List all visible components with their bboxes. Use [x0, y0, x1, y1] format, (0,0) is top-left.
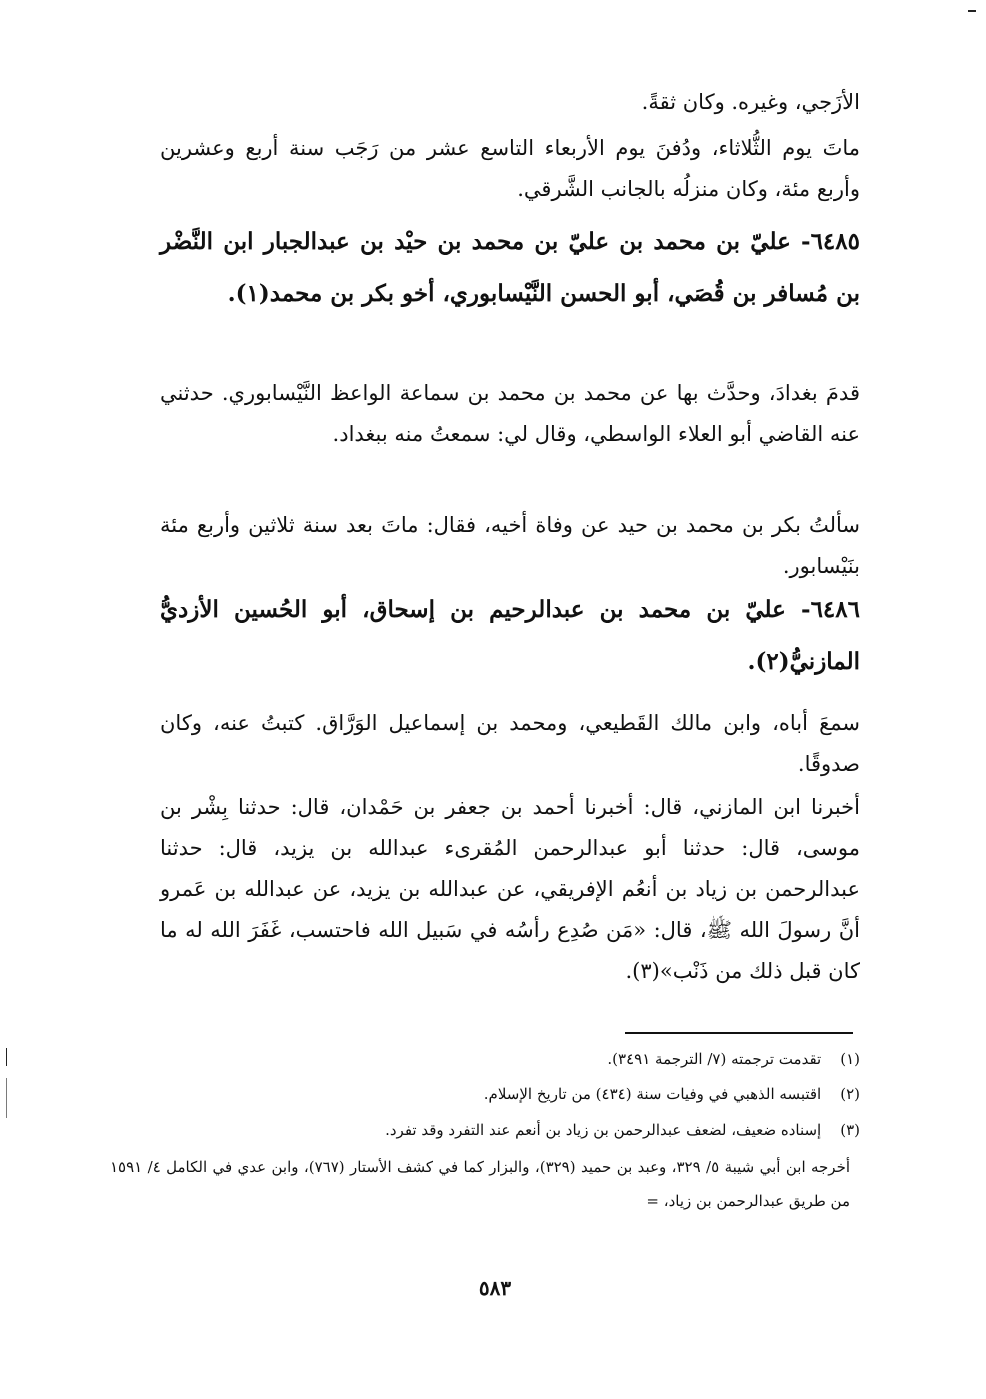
paragraph-bio-6486: سمعَ أباه، وابن مالك القَطيعي، ومحمد بن إسماعيل الوَرَّاق. كتبتُ عنه، وكان صدوقًا.	[160, 711, 860, 776]
paragraph-continuation: الأزَجي، وغيره. وكان ثقةً.	[641, 90, 860, 114]
footnote-3-continuation: أخرجه ابن أبي شيبة ٥/ ٣٢٩، وعبد بن حميد (٣٢٩)، والبزار كما في كشف الأستار (٧٦٧)، وابن عدي في الكامل ٤/ ١٥٩١ من طريق عبدالرحمن بن زياد، =	[110, 1158, 851, 1210]
scan-mark-top-right	[968, 10, 976, 12]
paragraph-bio-6485: قدمَ بغدادَ، وحدَّث بها عن محمد بن محمد بن سماعة الواعظ النَّيْسابوري. حدثني عنه القاضي أبو العلاء الواسطي، وقال لي: سمعتُ منه ببغداد.	[160, 381, 860, 446]
footnote-2	[160, 1079, 860, 1109]
page-number: ٥٨٣	[478, 1276, 512, 1300]
paragraph-death-6485: سألتُ بكر بن محمد بن حيد عن وفاة أخيه، فقال: ماتَ بعد سنة ثلاثين وأربع مئة بنَيْسابور.	[160, 513, 860, 578]
footnote-text: تقدمت ترجمته (٧/ الترجمة ٣٤٩١).	[607, 1050, 822, 1068]
footnote-text: اقتبسه الذهبي في وفيات سنة (٤٣٤) من تاريخ الإسلام.	[483, 1085, 822, 1103]
footnote-number: (٣)	[840, 1121, 860, 1139]
paragraph-hadith: أخبرنا ابن المازني، قال: أخبرنا أحمد بن جعفر بن حَمْدان، قال: حدثنا بِشْر بن موسى، قال: حدثنا أبو عبدالرحمن المُقرىء عبدالله بن يزيد، قال: حدثنا عبدالرحمن بن زياد بن أنعُم الإفريقي، عن عبدالله بن يزيد، عن عبدالله بن عَمرو أنَّ رسولَ الله ﷺ، قال: «مَن صُدِع رأسُه في سَبيل الله فاحتسب، غَفَرَ الله له ما كان قبل ذلك من ذَنْب»(٣).	[160, 795, 860, 983]
footnote-separator	[625, 1032, 853, 1034]
footnote-3	[160, 1115, 860, 1145]
footnote-number: (٢)	[840, 1085, 860, 1103]
paragraph-death-date: ماتَ يوم الثُّلاثاء، ودُفنَ يوم الأربعاء التاسع عشر من رَجَب سنة أربع وعشرين وأربع مئة، وكان منزلُه بالجانب الشَّرقي.	[160, 136, 860, 201]
biography-heading-6485: ٦٤٨٥- عليّ بن محمد بن عليّ بن محمد بن حيْد بن عبدالجبار ابن النَّضْر بن مُسافر بن قُصَي، أبو الحسن النَّيْسابوري، أخو بكر بن محمد(١).	[160, 228, 860, 307]
biography-heading-6486: ٦٤٨٦- عليّ بن محمد بن عبدالرحيم بن إسحاق، أبو الحُسين الأزديُّ المازنيُّ(٢).	[160, 596, 860, 675]
footnote-number: (١)	[840, 1050, 860, 1068]
scan-mark-left-lower	[6, 1078, 7, 1118]
scan-mark-left-upper	[6, 1048, 7, 1066]
footnote-1	[160, 1044, 860, 1074]
footnote-text: إسناده ضعيف، لضعف عبدالرحمن بن زياد بن أنعم عند التفرد وقد تفرد.	[385, 1121, 822, 1139]
